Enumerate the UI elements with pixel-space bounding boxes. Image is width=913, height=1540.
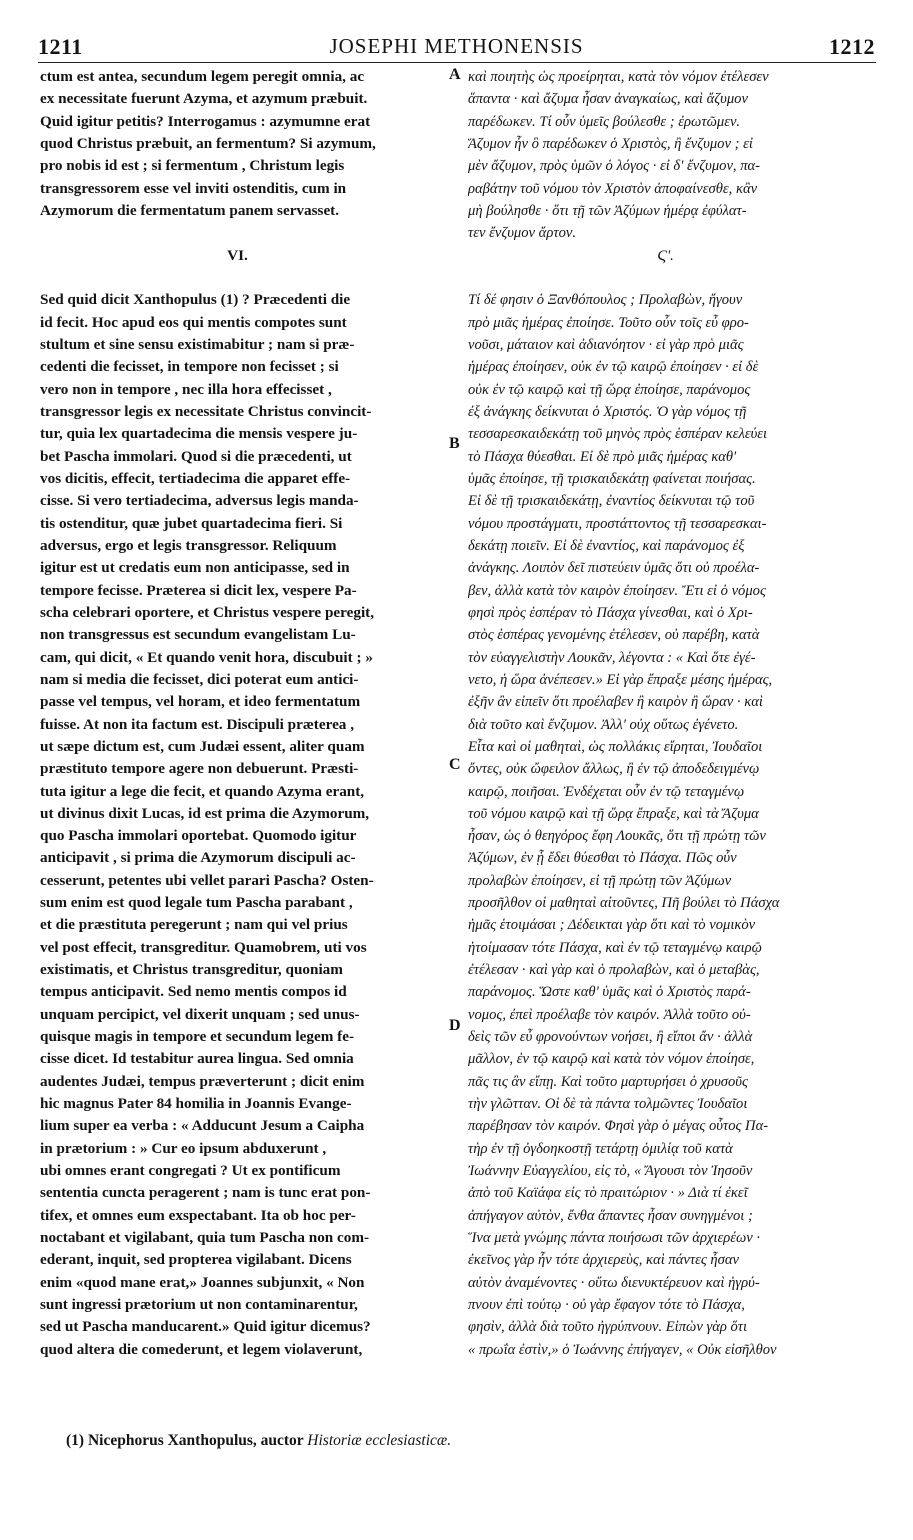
page-number-left: 1211 <box>38 34 83 59</box>
latin-line: unquam percipict, vel dixerit unquam ; sed unus- <box>40 1005 360 1023</box>
latin-line: igitur est ut credatis eum non anticipasse, sed in <box>40 559 350 577</box>
greek-line: στὸς ἑσπέρας γενομένης ἐτέλεσεν, οὐ παρέβη, κατὰ <box>468 627 760 644</box>
greek-line: Ϛ'. <box>657 247 674 264</box>
latin-line <box>40 267 435 289</box>
latin-line: vero non in tempore , nec illa hora effecisset , <box>40 380 332 398</box>
greek-line: « πρωΐα ἐστὶν,» ὁ Ἰωάννης ἐπήγαγεν, « Οὐκ εἰσῆλθον <box>468 1341 777 1358</box>
greek-line: τεν ἔνζυμον ἄρτον. <box>468 225 576 242</box>
latin-line <box>40 222 435 244</box>
latin-line: non transgressus est secundum evangelistam Lu- <box>40 626 356 644</box>
latin-line: passe vel tempus, vel horam, et ideo fermentatum <box>40 693 361 711</box>
greek-line: πρὸ μιᾶς ἡμέρας ἐποίησε. Τοῦτο οὖν τοῖς εὖ φρο- <box>468 314 749 331</box>
greek-line: διὰ τοῦτο καὶ ἔνζυμον. Ἀλλ' οὐχ οὕτως ἐγένετο. <box>468 716 739 733</box>
greek-line: ὄντες, οὐκ ὤφειλον ἄλλως, ἢ ἐν τῷ ἀποδεδειγμένῳ <box>468 761 760 778</box>
latin-line: vel post effecit, transgreditur. Quamobrem, uti vos <box>40 938 367 956</box>
latin-line: adversus, ergo et legis transgressor. Reliquum <box>40 536 337 554</box>
greek-line: δεὶς τῶν εὖ φρονούντων νοήσει, ἢ εἴποι ἄν · ἀλλὰ <box>468 1029 753 1046</box>
greek-line: μὴ βούλησθε · ὅτι τῇ τῶν Ἀζύμων ἡμέρᾳ ἐφύλατ- <box>468 202 747 219</box>
greek-line: ἡμᾶς ἑτοιμάσαι ; Δέδεικται γὰρ ὅτι καὶ τὸ νομικὸν <box>468 917 756 934</box>
latin-line: cedenti die fecisset, in tempore non fecisset ; si <box>40 358 339 376</box>
greek-line: ἡτοίμασαν τότε Πάσχα, καὶ ἐν τῷ τεταγμένῳ καιρῷ <box>468 939 762 956</box>
latin-line: præstituto tempore agere non debuerunt. Præsti- <box>40 760 359 778</box>
greek-line: μὲν ἄζυμον, πρὸς ὑμῶν ὁ λόγος · εἰ δ' ἔνζυμον, πα- <box>468 158 761 175</box>
greek-line: πνουν ἐπὶ τούτῳ · οὐ γὰρ ἔφαγον τότε τὸ Πάσχα, <box>468 1297 745 1314</box>
greek-line: δεκάτῃ ποιεῖν. Εἰ δὲ ἐναντίος, καὶ παράνομος ἐξ <box>468 537 745 554</box>
latin-line: tifex, et omnes eum exspectabant. Ita ob hoc per- <box>40 1206 356 1224</box>
latin-line: enim «quod mane erat,» Joannes subjunxit, « Non <box>40 1273 365 1291</box>
greek-line: νόμου προστάγματι, προστάττοντος τῇ τεσσαρεσκαι- <box>468 515 767 532</box>
latin-line: Quid igitur petitis? Interrogamus : azymumne erat <box>40 112 371 130</box>
latin-line: quisque magis in tempore et secundum legem fe- <box>40 1028 354 1046</box>
latin-line: cisse. Si vero tertiadecima, adversus legis manda- <box>40 492 359 510</box>
latin-line: tis ostenditur, quæ jubet quartadecima fieri. Si <box>40 514 343 532</box>
greek-line: καιρῷ, ποιῆσαι. Ἐνδέχεται οὖν ἐν τῷ τεταγμένῳ <box>468 783 745 800</box>
margin-marker-d: D <box>449 1017 461 1034</box>
latin-line: VI. <box>227 246 248 264</box>
footnote-title: Historiæ ecclesiasticæ. <box>307 1432 452 1449</box>
greek-line: παράνομος. Ὥστε καθ' ὑμᾶς καὶ ὁ Χριστὸς παρά- <box>468 984 751 1001</box>
greek-line: ἐτέλεσαν · καὶ γὰρ καὶ ὁ προλαβὼν, καὶ ὁ μεταβὰς, <box>468 962 760 979</box>
latin-line: tur, quia lex quartadecima die mensis vespere ju- <box>40 425 358 443</box>
latin-line: ut sæpe dictum est, cum Judæi essent, aliter quam <box>40 737 365 755</box>
latin-line: noctabant et vigilabant, quia tum Pascha non com- <box>40 1229 370 1247</box>
greek-line: φησὶν, ἀλλὰ διὰ τοῦτο ἠγρύπνουν. Εἰπὼν γὰρ ὅτι <box>468 1319 748 1336</box>
latin-line: quo Pascha immolari oportebat. Quomodo igitur <box>40 827 357 845</box>
latin-line: id fecit. Hoc apud eos qui mentis compotes sunt <box>40 313 347 331</box>
latin-line: audentes Judæi, tempus præverterunt ; dicit enim <box>40 1072 365 1090</box>
latin-line: Azymorum die fermentatum panem servasset. <box>40 201 340 219</box>
latin-column <box>40 66 435 1361</box>
latin-line: ederant, inquit, sed propterea vigilabant. Dicens <box>40 1251 352 1269</box>
latin-line: hic magnus Pater 84 homilia in Joannis Evange- <box>40 1095 352 1113</box>
latin-line: sed ut Pascha manducarent.» Quid igitur dicemus? <box>40 1318 371 1336</box>
greek-line: φησὶ πρὸς ἑσπέραν τὸ Πάσχα γίνεσθαι, καὶ ὁ Χρι- <box>468 604 753 621</box>
greek-line: τοῦ νόμου καιρῷ καὶ τῇ ὥρᾳ ἔπραξε, καὶ τὰ Ἄζυμα <box>468 805 759 822</box>
latin-line: in prætorium : » Cur eo ipsum abduxerunt , <box>40 1139 327 1157</box>
latin-line: existimatis, et Christus transgreditur, quoniam <box>40 961 343 979</box>
latin-line: tempus anticipavit. Sed nemo mentis compos id <box>40 983 347 1001</box>
greek-line: ἐξ ἀνάγκης δείκνυται ὁ Χριστός. Ὁ γὰρ νόμος τῇ <box>468 403 747 420</box>
greek-line: ἡμέρας ἐποίησεν, οὐκ ἐν τῷ καιρῷ ἐποίησεν · εἰ δὲ <box>468 359 759 376</box>
page-number-right: 1212 <box>829 34 875 59</box>
latin-line: vos dicitis, effecit, tertiadecima die apparet effe- <box>40 469 351 487</box>
greek-line: ἅπαντα · καὶ ἄζυμα ἦσαν ἀναγκαίως, καὶ ἄζυμον <box>468 91 748 108</box>
greek-line: Εἶτα καὶ οἱ μαθηταὶ, ὡς πολλάκις εἴρηται, Ἰουδαῖοι <box>468 738 763 755</box>
greek-line: ἐκεῖνος γὰρ ἦν τότε ἀρχιερεὺς, καὶ πάντες ἦσαν <box>468 1252 739 1269</box>
greek-line: ἀνάγκης. Λοιπὸν δεῖ πιστεύειν ὑμᾶς ὅτι οὐ προέλα- <box>468 560 760 577</box>
greek-line: ἐξῆν ἂν εἰπεῖν ὅτι προέλαβεν ἢ καιρὸν ἢ ὥραν · καὶ <box>468 694 763 711</box>
greek-line: οὐκ ἐν τῷ καιρῷ καὶ τῇ ὥρᾳ ἐποίησε, παράνομος <box>468 381 751 398</box>
greek-column <box>468 66 863 1361</box>
greek-line: ὑμᾶς ἐποίησε, τῇ τρισκαιδεκάτῃ φαίνεται ποιήσας. <box>468 470 756 487</box>
page-header <box>0 34 913 64</box>
greek-line: παρέδωκεν. Τί οὖν ὑμεῖς βούλεσθε ; ἐρωτῶμεν. <box>468 113 741 130</box>
latin-line: sum enim est quod legale tum Pascha parabant , <box>40 894 353 912</box>
latin-line: sunt ingressi prætorium ut non contaminarentur, <box>40 1296 358 1314</box>
greek-line: παρέβησαν τὸν καιρόν. Φησὶ γὰρ ὁ μέγας οὗτος Πα- <box>468 1118 769 1135</box>
greek-line: νετο, ἡ ὥρα ἀνέπεσεν.» Εἰ γὰρ ἔπραξε μέσης ἡμέρας, <box>468 671 773 688</box>
greek-line <box>468 267 863 289</box>
greek-line: νοῦσι, μάταιον καὶ ἀδιανόητον · εἰ γὰρ πρὸ μιᾶς <box>468 336 744 353</box>
latin-line: ex necessitate fuerunt Azyma, et azymum præbuit. <box>40 90 368 108</box>
latin-line: sententia cuncta peragerent ; nam is tunc erat pon- <box>40 1184 371 1202</box>
latin-line: fuisse. At non ita factum est. Discipuli præterea , <box>40 715 354 733</box>
latin-line: anticipavit , si prima die Azymorum discipuli ac- <box>40 849 356 867</box>
latin-line: cesserunt, petentes ubi vellet parari Pascha? Osten- <box>40 871 374 889</box>
latin-line: transgressorem esse vel inviti ostenditis, cum in <box>40 179 347 197</box>
latin-line: ut divinus dixit Lucas, id est prima die Azymorum, <box>40 804 370 822</box>
greek-line: προσῆλθον οἱ μαθηταὶ αἰτοῦντες, Πῆ βούλει τὸ Πάσχα <box>468 895 780 912</box>
greek-line: αὐτὸν ἀναμένοντες · οὕτω διενυκτέρευον καὶ ἠγρύ- <box>468 1274 760 1291</box>
greek-line: Εἰ δὲ τῇ τρισκαιδεκάτῃ, ἐναντίος δείκνυται τῷ τοῦ <box>468 493 755 510</box>
latin-line: pro nobis id est ; si fermentum , Christum legis <box>40 157 345 175</box>
greek-line: μᾶλλον, ἐν τῷ καιρῷ καὶ κατὰ τὸν νόμον ἐποίησε, <box>468 1051 755 1068</box>
greek-line: Τί δέ φησιν ὁ Ξανθόπουλος ; Προλαβὼν, ἤγουν <box>468 292 743 309</box>
greek-line: καὶ ποιητὴς ὡς προείρηται, κατὰ τὸν νόμον ἐτέλεσεν <box>468 69 769 85</box>
latin-line: Sed quid dicit Xanthopulus (1) ? Præcedenti die <box>40 291 351 309</box>
greek-line: Ἵνα μετὰ γνώμης πάντα ποιήσωσι τῶν ἀρχιερέων · <box>468 1230 761 1247</box>
greek-line: Ἄζυμον ἦν ὃ παρέδωκεν ὁ Χριστὸς, ἢ ἔνζυμον ; εἰ <box>468 135 753 152</box>
greek-line: Ἀζύμων, ἐν ᾗ ἔδει θύεσθαι τὸ Πάσχα. Πῶς οὖν <box>468 850 737 867</box>
running-title: JOSEPHI METHONENSIS <box>329 34 584 58</box>
greek-line: νομος, ἐπεὶ προέλαβε τὸν καιρόν. Ἀλλὰ τοῦτο οὐ- <box>468 1006 751 1023</box>
latin-line: et die præstituta peregerunt ; nam qui vel prius <box>40 916 348 934</box>
greek-line: τὸ Πάσχα θύεσθαι. Εἰ δὲ πρὸ μιᾶς ἡμέρας καθ' <box>468 448 737 465</box>
greek-line: ἦσαν, ὡς ὁ θεηγόρος ἔφη Λουκᾶς, ὅτι τῇ πρώτῃ τῶν <box>468 828 766 845</box>
latin-line: transgressor legis ex necessitate Christus convincit- <box>40 402 372 420</box>
margin-marker-c: C <box>449 756 461 773</box>
greek-line: βεν, ἀλλὰ κατὰ τὸν καιρὸν ἐποίησεν. Ἔτι εἰ ὁ νόμος <box>468 582 766 599</box>
footnote-text: (1) Nicephorus Xanthopulus, auctor <box>66 1432 308 1449</box>
greek-line: πᾶς τις ἂν εἴπῃ. Καὶ τοῦτο μαρτυρήσει ὁ χρυσοῦς <box>468 1073 748 1090</box>
latin-line: ctum est antea, secundum legem peregit omnia, ac <box>40 68 365 85</box>
latin-line: tuta igitur a lege die fecit, et quando Azyma erant, <box>40 782 365 800</box>
latin-line: bet Pascha immolari. Quod si die præcedenti, ut <box>40 447 352 465</box>
latin-line: nam si media die fecisset, dici poterat eum antici- <box>40 670 359 688</box>
margin-marker-b: B <box>449 435 460 452</box>
greek-line: Ἰωάννην Εὐαγγελίου, εἰς τὸ, « Ἄγουσι τὸν Ἰησοῦν <box>468 1163 753 1180</box>
greek-line: ἀπὸ τοῦ Καϊάφα εἰς τὸ πραιτώριον · » Διὰ τί ἐκεῖ <box>468 1185 748 1202</box>
latin-line: stultum et sine sensu existimabitur ; nam si præ- <box>40 335 355 353</box>
greek-line: τεσσαρεσκαιδεκάτῃ τοῦ μηνὸς πρὸς ἑσπέραν κελεύει <box>468 426 768 443</box>
header-rule <box>38 62 876 63</box>
footnote <box>66 1432 451 1450</box>
greek-line: τὴν γλῶτταν. Οἱ δὲ τὰ πάντα τολμῶντες Ἰουδαῖοι <box>468 1096 748 1113</box>
greek-line: προλαβὼν ἐποίησεν, εἰ τῇ πρώτῃ τῶν Ἀζύμων <box>468 872 732 889</box>
latin-line: ubi omnes erant congregati ? Ut ex pontificum <box>40 1162 341 1180</box>
latin-line: quod altera die comederunt, et legem violaverunt, <box>40 1340 363 1358</box>
latin-line: cam, qui dicit, « Et quando venit hora, discubuit ; » <box>40 648 373 666</box>
greek-line: τὴρ ἐν τῇ ὀγδοηκοστῇ τετάρτῃ ὁμιλίᾳ τοῦ κατὰ <box>468 1140 733 1157</box>
latin-line: scha celebrari oportere, et Christus vespere peregit, <box>40 603 375 621</box>
latin-line: quod Christus præbuit, an fermentum? Si azymum, <box>40 134 376 152</box>
greek-line: ραβάτην τοῦ νόμου τὸν Χριστὸν ἀποφαίνεσθε, κἂν <box>468 180 758 197</box>
margin-marker-a: A <box>449 66 461 83</box>
latin-line: cisse dicet. Id testabitur aurea lingua. Sed omnia <box>40 1050 354 1068</box>
latin-line: lium super ea verba : « Adducunt Jesum a Caipha <box>40 1117 365 1135</box>
greek-line: ἀπήγαγον αὐτὸν, ἔνθα ἅπαντες ἦσαν συνηγμένοι ; <box>468 1207 753 1224</box>
latin-line: tempore fecisse. Præterea si dicit lex, vespere Pa- <box>40 581 357 599</box>
greek-line: τὸν εὐαγγελιστὴν Λουκᾶν, λέγοντα : « Καὶ ὅτε ἐγέ- <box>468 649 756 666</box>
